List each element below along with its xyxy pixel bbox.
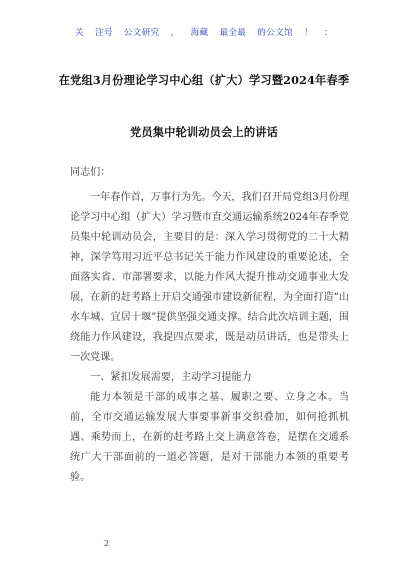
header-note-item: 关 (74, 28, 84, 38)
header-note-item: 的公文馆 (257, 28, 293, 38)
document-title-line-2: 党员集中轮训动员会上的讲话 (129, 125, 279, 139)
header-note-item: 海藏 (190, 28, 209, 38)
section-heading: 一、紧扣发展需要，主动学习提能力 (90, 372, 252, 383)
header-note-item: 最全最 (219, 28, 247, 38)
header-note-item: 公文研究 (123, 28, 160, 38)
footer-mark: 2 (104, 539, 110, 548)
header-note-item: ！ (304, 28, 313, 38)
document-title-line-1: 在党组3月份理论学习中心组（扩大）学习暨2024年春季 (58, 73, 350, 87)
document-body (70, 188, 349, 488)
header-note (0, 26, 408, 38)
body-paragraph: 一年春作首，万事行为先。今天，我们召开局党组3月份理论学习中心组（扩大）学习暨市直交通运输系统2024年春季党员集中轮训动员会，主要目的是：深入学习贯彻党的二十大精神，深学笃用习近平总书记关于能力作风建设的重要论述，全面落实省、市部署要求，以能力作风大提升推动交通事业大发展，在新的赶考路上开启交通强市建设新征程，为全面打造“山水车城、宜居十堰”提供坚强交通支撑。结合此次培训主题，围绕能力作风建设，我提四点要求，既是动员讲话，也是带头上一次党课。 (70, 192, 349, 363)
header-note-item: ， (170, 28, 180, 38)
salutation: 同志们： (70, 167, 111, 178)
body-paragraph: 能力本领是干部的成事之基、履职之要、立身之本。当前，全市交通运输发展大事要事新事交织叠加，如何抢抓机遇、乘势而上，在新的赶考路上交上满意答卷，是摆在交通系统广大干部面前的一道必答题，是对干部能力本领的重要考验。 (70, 392, 349, 483)
header-note-item: ： (324, 28, 334, 38)
header-note-item: 注号 (94, 28, 113, 38)
